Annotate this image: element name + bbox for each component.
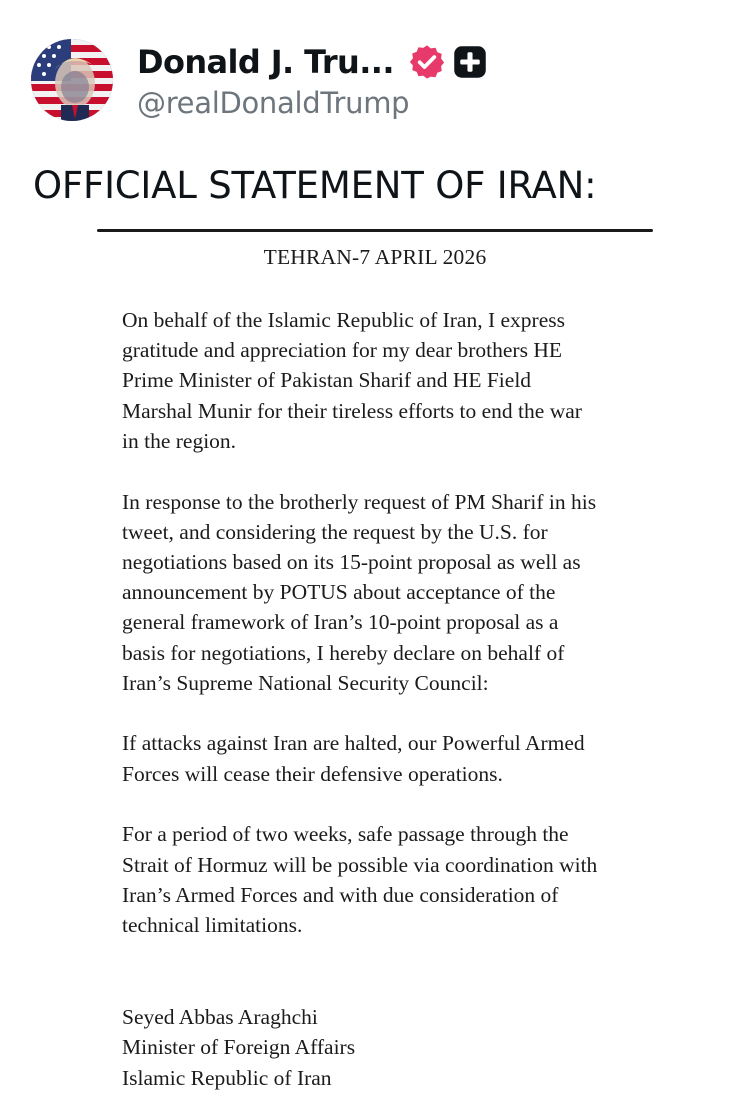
statement-line: in the region. xyxy=(122,428,237,453)
statement-line: basis for negotiations, I hereby declare on behalf of xyxy=(122,640,565,665)
signatory-title: Minister of Foreign Affairs xyxy=(122,1035,356,1060)
statement-line: general framework of Iran’s 10-point proposal as a xyxy=(122,610,559,635)
signatory-name: Seyed Abbas Araghchi xyxy=(122,1005,318,1030)
author-handle[interactable]: @realDonaldTrump xyxy=(137,86,410,120)
verified-badge-icon xyxy=(408,43,446,81)
statement-line: Forces will cease their defensive operations. xyxy=(122,761,503,786)
author-display-name[interactable]: Donald J. Tru... xyxy=(137,43,394,81)
statement-line: If attacks against Iran are halted, our Powerful Armed xyxy=(122,731,585,756)
statement-paragraph xyxy=(122,819,682,940)
statement-paragraph xyxy=(122,487,682,698)
statement-line: For a period of two weeks, safe passage through the xyxy=(122,822,569,847)
post-text: OFFICIAL STATEMENT OF IRAN: xyxy=(33,164,597,207)
statement-line: Iran’s Armed Forces and with due consideration of xyxy=(122,882,559,907)
statement-line: tweet, and considering the request by the U.S. for xyxy=(122,519,548,544)
statement-paragraph xyxy=(122,728,682,788)
statement-line: Iran’s Supreme National Security Council: xyxy=(122,670,489,695)
flag-portrait-avatar-icon xyxy=(31,39,113,121)
statement-divider xyxy=(97,229,653,232)
statement-body xyxy=(122,305,682,1093)
statement-line: Prime Minister of Pakistan Sharif and HE Field xyxy=(122,368,532,393)
statement-line: Marshal Munir for their tireless efforts to end the war xyxy=(122,398,582,423)
statement-signature xyxy=(122,1002,682,1093)
statement-image[interactable] xyxy=(0,222,750,1108)
post-header xyxy=(0,0,750,150)
statement-line: On behalf of the Islamic Republic of Iran, I express xyxy=(122,308,565,332)
statement-dateline: TEHRAN-7 APRIL 2026 xyxy=(263,245,487,269)
statement-line: Strait of Hormuz will be possible via coordination with xyxy=(122,852,598,877)
statement-line: In response to the brotherly request of PM Sharif in his xyxy=(122,489,597,514)
statement-line: technical limitations. xyxy=(122,912,303,937)
statement-line: negotiations based on its 15-point proposal as well as xyxy=(122,549,581,574)
author-name-row xyxy=(137,42,488,82)
plus-badge-icon xyxy=(452,44,488,80)
signatory-country: Islamic Republic of Iran xyxy=(122,1065,332,1090)
statement-line: announcement by POTUS about acceptance of the xyxy=(122,580,556,605)
statement-paragraph xyxy=(122,305,682,456)
avatar[interactable] xyxy=(31,39,113,121)
statement-line: gratitude and appreciation for my dear brothers HE xyxy=(122,338,562,363)
